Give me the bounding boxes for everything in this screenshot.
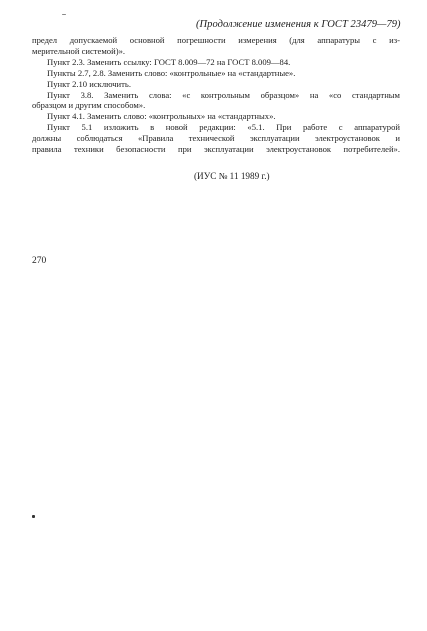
text-line: правила техники безопасности при эксплуатации электроустановок потребителей». <box>32 144 400 155</box>
text-line: Пункты 2.7, 2.8. Заменить слово: «контрольные» на «стандартные». <box>47 67 296 78</box>
text-line: предел допускаемой основной погрешности измерения (для аппаратуры с из- <box>32 35 400 45</box>
ius-reference: (ИУС № 11 1989 г.) <box>194 171 270 181</box>
text-line: Пункт 3.8. Заменить слова: «с контрольным образцом» на «со стандартным <box>47 89 400 100</box>
text-line: мерительной системой)». <box>32 45 126 56</box>
continuation-header: (Продолжение изменения к ГОСТ 23479—79) <box>196 19 401 30</box>
scan-speck <box>32 515 35 518</box>
scan-speck <box>62 14 66 15</box>
text-line: Пункт 2.3. Заменить ссылку: ГОСТ 8.009—72 на ГОСТ 8.009—84. <box>47 56 291 67</box>
text-line: Пункт 2.10 исключить. <box>47 78 131 89</box>
text-line: образцом и другим способом». <box>32 100 146 111</box>
page-number: 270 <box>32 256 47 266</box>
amendment-text <box>32 35 400 155</box>
text-line: должны соблюдаться «Правила технической эксплуатации электроустановок и <box>32 133 400 144</box>
text-line: Пункт 5.1 изложить в новой редакции: «5.1. При работе с аппаратурой <box>47 122 400 133</box>
text-line: Пункт 4.1. Заменить слово: «контрольных» на «стандартных». <box>47 111 276 122</box>
